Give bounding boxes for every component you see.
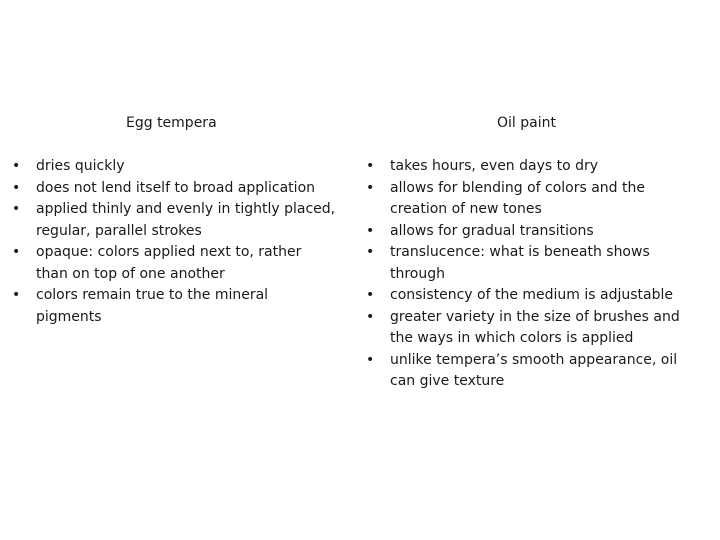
- list-item: • does not lend itself to broad application: [6, 178, 336, 200]
- egg-tempera-list: [6, 156, 336, 328]
- list-item: • allows for gradual transitions: [360, 221, 695, 243]
- list-item: • consistency of the medium is adjustable: [360, 285, 695, 307]
- list-item: • allows for blending of colors and the creation of new tones: [360, 178, 695, 221]
- list-item: • dries quickly: [6, 156, 336, 178]
- list-item: • greater variety in the size of brushes and the ways in which colors is applied: [360, 307, 695, 350]
- list-item: • translucence: what is beneath shows through: [360, 242, 695, 285]
- list-item: • applied thinly and evenly in tightly placed, regular, parallel strokes: [6, 199, 336, 242]
- oil-paint-list: [360, 156, 695, 393]
- list-item: • opaque: colors applied next to, rather than on top of one another: [6, 242, 336, 285]
- list-item: • takes hours, even days to dry: [360, 156, 695, 178]
- list-item: • unlike tempera’s smooth appearance, oil can give texture: [360, 350, 695, 393]
- egg-tempera-heading: Egg tempera: [126, 115, 217, 131]
- list-item: • colors remain true to the mineral pigments: [6, 285, 336, 328]
- oil-paint-heading: Oil paint: [497, 115, 556, 131]
